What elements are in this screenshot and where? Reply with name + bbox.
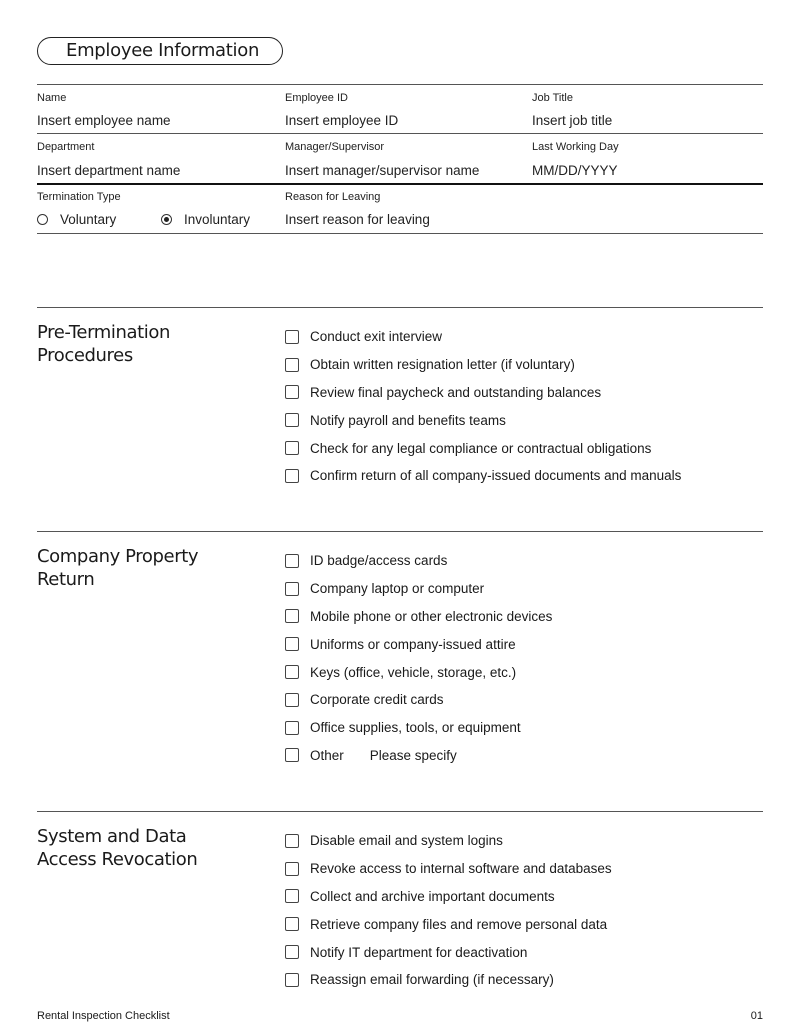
- item-label: Notify payroll and benefits teams: [310, 412, 506, 428]
- item-label: Obtain written resignation letter (if voluntary): [310, 357, 575, 373]
- employee-id-field[interactable]: Insert employee ID: [285, 113, 399, 128]
- item-label: Corporate credit cards: [310, 692, 444, 708]
- job-title-field[interactable]: Insert job title: [532, 113, 613, 128]
- item-label: Notify IT department for deactivation: [310, 944, 528, 960]
- name-label: Name: [37, 92, 67, 104]
- section-heading: System and Data Access Revocation: [37, 826, 198, 870]
- checkbox[interactable]: [285, 582, 299, 596]
- item-label: Review final paycheck and outstanding balances: [310, 384, 602, 400]
- checklist-item[interactable]: [285, 547, 552, 575]
- name-field[interactable]: Insert employee name: [37, 113, 171, 128]
- item-label: Revoke access to internal software and databases: [310, 861, 612, 877]
- checklist-item[interactable]: [285, 434, 681, 462]
- section-heading: Company Property Return: [37, 546, 199, 590]
- checklist-item[interactable]: [285, 379, 681, 407]
- checklist-item[interactable]: [285, 910, 612, 938]
- checkbox[interactable]: [285, 358, 299, 372]
- last-day-label: Last Working Day: [532, 141, 619, 153]
- footer-title: Rental Inspection Checklist: [37, 1010, 170, 1022]
- item-label: Check for any legal compliance or contractual obligations: [310, 440, 652, 456]
- item-label: ID badge/access cards: [310, 553, 448, 569]
- radio-involuntary[interactable]: [161, 214, 172, 225]
- checkbox[interactable]: [285, 889, 299, 903]
- checklist-item[interactable]: [285, 658, 552, 686]
- employee-id-label: Employee ID: [285, 92, 348, 104]
- checklist-item[interactable]: [285, 966, 612, 994]
- checklist-item[interactable]: [285, 883, 612, 911]
- divider: [37, 183, 763, 185]
- item-label: Other: [310, 747, 344, 763]
- checkbox[interactable]: [285, 693, 299, 707]
- item-label: Disable email and system logins: [310, 833, 503, 849]
- department-label: Department: [37, 141, 95, 153]
- radio-voluntary[interactable]: [37, 214, 48, 225]
- item-label: Keys (office, vehicle, storage, etc.): [310, 664, 517, 680]
- section-title-pill: Employee Information: [37, 37, 283, 65]
- item-label: Collect and archive important documents: [310, 888, 555, 904]
- checklist-item[interactable]: [285, 575, 552, 603]
- checkbox[interactable]: [285, 973, 299, 987]
- involuntary-label: Involuntary: [184, 212, 251, 227]
- item-label: Conduct exit interview: [310, 329, 443, 345]
- divider: [37, 233, 763, 234]
- checklist-item[interactable]: [285, 323, 681, 351]
- item-label: Confirm return of all company-issued documents and manuals: [310, 468, 682, 484]
- reason-field[interactable]: Insert reason for leaving: [285, 212, 430, 227]
- item-label: Office supplies, tools, or equipment: [310, 720, 521, 736]
- checklist-item[interactable]: [285, 714, 552, 742]
- last-day-field[interactable]: MM/DD/YYYY: [532, 163, 618, 178]
- checklist-item[interactable]: [285, 686, 552, 714]
- checkbox[interactable]: [285, 330, 299, 344]
- checkbox[interactable]: [285, 665, 299, 679]
- checkbox[interactable]: [285, 721, 299, 735]
- item-label: Uniforms or company-issued attire: [310, 636, 516, 652]
- checklist-item[interactable]: [285, 406, 681, 434]
- divider: [37, 531, 763, 532]
- checkbox[interactable]: [285, 917, 299, 931]
- checklist-item[interactable]: [285, 603, 552, 631]
- item-label: Retrieve company files and remove personal data: [310, 916, 608, 932]
- item-label: Company laptop or computer: [310, 581, 485, 597]
- checkbox[interactable]: [285, 637, 299, 651]
- job-title-label: Job Title: [532, 92, 573, 104]
- page-number: 01: [750, 1010, 763, 1022]
- checkbox[interactable]: [285, 413, 299, 427]
- divider: [37, 811, 763, 812]
- manager-label: Manager/Supervisor: [285, 141, 385, 153]
- voluntary-label: Voluntary: [60, 212, 117, 227]
- checklist-item[interactable]: [285, 827, 612, 855]
- manager-field[interactable]: Insert manager/supervisor name: [285, 163, 480, 178]
- termination-type-label: Termination Type: [37, 191, 121, 203]
- checklist-item[interactable]: [285, 462, 681, 490]
- checkbox[interactable]: [285, 441, 299, 455]
- checkbox[interactable]: [285, 945, 299, 959]
- checklist-item[interactable]: [285, 855, 612, 883]
- checkbox[interactable]: [285, 469, 299, 483]
- item-label: Reassign email forwarding (if necessary): [310, 972, 554, 988]
- section-heading: Pre-Termination Procedures: [37, 322, 171, 366]
- item-label: Mobile phone or other electronic devices: [310, 608, 553, 624]
- reason-label: Reason for Leaving: [285, 191, 381, 203]
- checklist-item[interactable]: [285, 938, 612, 966]
- divider: [37, 84, 763, 85]
- checkbox[interactable]: [285, 385, 299, 399]
- checklist-item[interactable]: [285, 630, 552, 658]
- checkbox[interactable]: [285, 834, 299, 848]
- checkbox[interactable]: [285, 554, 299, 568]
- checklist-item[interactable]: [285, 351, 681, 379]
- department-field[interactable]: Insert department name: [37, 163, 181, 178]
- divider: [37, 307, 763, 308]
- checkbox[interactable]: [285, 748, 299, 762]
- checklist-item-other[interactable]: [285, 742, 552, 770]
- divider: [37, 133, 763, 134]
- other-specify-field[interactable]: Please specify: [369, 747, 457, 763]
- checkbox[interactable]: [285, 862, 299, 876]
- checkbox[interactable]: [285, 609, 299, 623]
